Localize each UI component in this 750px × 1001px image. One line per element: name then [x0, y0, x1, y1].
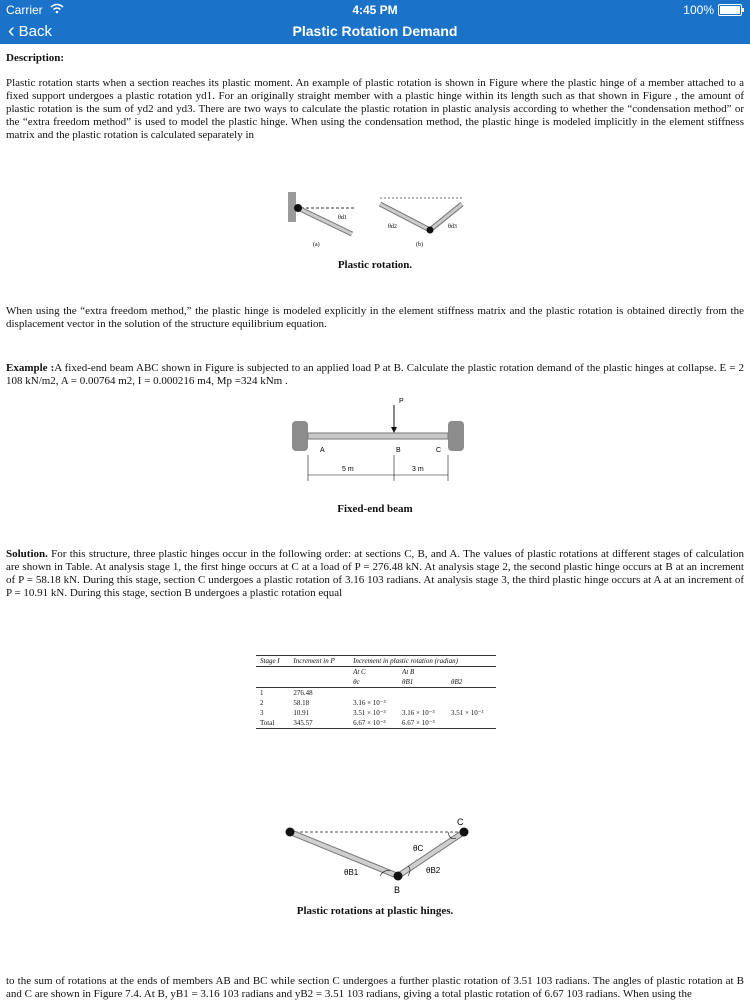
- example-text: A fixed-end beam ABC shown in Figure is subjected to an applied load P at B. Calculate the plastic rotation demand of the plastic hinges at collapse. E = 2 108 kN/m2, A = 0.00764 m2, I = 0.000216 m4, Mp =324 kNm .: [6, 362, 744, 387]
- plastic-rotation-table: [256, 655, 496, 729]
- table-cell: [447, 688, 496, 699]
- theta-b1-label: θB1: [344, 868, 359, 877]
- solution-paragraph: [6, 548, 744, 600]
- table-header-rotation: Increment in plastic rotation (radian): [353, 657, 458, 665]
- point-a-label: A: [320, 447, 325, 454]
- point-c-label: C: [436, 447, 442, 454]
- battery-percent: 100%: [683, 3, 714, 17]
- table-cell: [398, 698, 447, 708]
- continuation-paragraph: to the sum of rotations at the ends of members AB and BC while section C undergoes a further plastic rotation of 3.51 103 radians. The angles of plastic rotation at B and C are shown in Figure 7.4. At B, yB1 = 3.16 103 radians and yB2 = 3.51 103 radians, giving a total plastic rotation of 6.67 103 radians. When using the: [6, 975, 744, 1000]
- chevron-left-icon: ‹: [8, 20, 15, 42]
- table-header-stage: Stage I: [260, 657, 280, 665]
- right-support: [448, 421, 464, 451]
- solution-text: For this structure, three plastic hinges occur in the following order: at sections C, B, and A. The values of plastic rotations at different stages of calculation are shown in Table. At analysis stage 1, the first hinge occurs at C at a load of P = 276.48 kN. At analysis stage 2, the second plastic hinge occurs at B at an increment of P = 58.18 kN. During this stage, section C undergoes a plastic rotation of 3.16 103 radians. At analysis stage 3, the third plastic hinge occurs at A at an increment of P = 10.91 kN. During this stage, section B undergoes a plastic rotation equal: [6, 548, 744, 599]
- table-row: [256, 718, 496, 728]
- table-row: [256, 698, 496, 708]
- example-paragraph: [6, 362, 744, 388]
- table-header-increment: Increment in P: [293, 657, 335, 665]
- figure-1-caption: Plastic rotation.: [337, 259, 413, 271]
- point-c-label: C: [457, 817, 464, 827]
- table-cell: 276.48: [293, 689, 313, 697]
- figure-b-label: (b): [416, 242, 423, 248]
- figure-a-label: (a): [313, 242, 320, 248]
- fixed-end-beam-figure: [290, 395, 470, 485]
- hinge-a: [286, 828, 295, 837]
- table-row: [256, 688, 496, 699]
- table-cell: [447, 698, 496, 708]
- back-button[interactable]: [8, 22, 52, 40]
- plastic-rotation-figure: [280, 190, 470, 250]
- table-cell: 6.67 × 10⁻³: [402, 719, 435, 727]
- table-symbol-b1: θB1: [402, 678, 414, 686]
- beam-figure-caption: Fixed-end beam: [337, 503, 413, 515]
- theta-d1-label: θd1: [338, 215, 347, 221]
- description-paragraph-2: When using the “extra freedom method,” the plastic hinge is modeled explicitly in the element stiffness matrix and the plastic rotation is obtained directly from the displacement vector in the solution of the structure equilibrium equation.: [6, 305, 744, 330]
- point-b-label: B: [396, 447, 401, 454]
- table-cell: 3: [260, 709, 264, 717]
- table-cell: 58.18: [293, 699, 310, 707]
- table-cell: 1: [260, 689, 264, 697]
- plastic-hinges-figure: [280, 815, 480, 897]
- theta-b2-label: θB2: [426, 866, 441, 875]
- beam: [308, 433, 448, 439]
- table-cell: 6.67 × 10⁻³: [353, 719, 386, 727]
- table-cell: 3.16 × 10⁻³: [402, 709, 435, 717]
- theta-d3-label: θd3: [448, 224, 457, 230]
- span-2-label: 3 m: [412, 466, 424, 473]
- theta-c-label: θC: [413, 844, 424, 853]
- table-subheader-b: At B: [402, 668, 415, 676]
- description-section: [6, 48, 744, 142]
- table-subheader-c: At C: [353, 668, 366, 676]
- back-label: Back: [18, 22, 53, 40]
- table-symbol-b2: θB2: [451, 678, 463, 686]
- table-cell: [447, 718, 496, 728]
- table-cell: 3.16 × 10⁻³: [353, 699, 386, 707]
- hinge-b: [394, 872, 403, 881]
- status-bar: [0, 0, 750, 20]
- battery-indicator: [683, 3, 742, 17]
- table-cell: 345.57: [293, 719, 313, 727]
- page-title: Plastic Rotation Demand: [292, 23, 458, 39]
- battery-icon: [718, 4, 742, 16]
- hinge-c: [460, 828, 469, 837]
- load-label: P: [399, 398, 404, 405]
- point-b-label: B: [394, 885, 401, 895]
- table-cell: [398, 688, 447, 699]
- table-cell: 3.51 × 10⁻³: [451, 709, 484, 717]
- navigation-bar: [0, 20, 750, 44]
- table-row: [256, 708, 496, 718]
- table-cell: Total: [260, 719, 275, 727]
- table-cell: 10.91: [293, 709, 310, 717]
- description-paragraph-1: Plastic rotation starts when a section reaches its plastic moment. An example of plastic rotation is shown in Figure where the plastic hinge of a member attached to a fixed support undergoes a plastic rotation yd1. For an originally straight member with a plastic hinge within its length such as that shown in Figure , the amount of plastic rotation is the sum of yd2 and yd3. There are two ways to calculate the plastic rotation in plastic analysis according to whether the “condensation method” or the “extra freedom method” is used to model the plastic hinge. When using the condensation method, the plastic hinge is modeled implicitly in the element stiffness matrix and the plastic rotation is calculated separately in: [6, 77, 744, 141]
- table-cell: [349, 688, 398, 699]
- left-support: [292, 421, 308, 451]
- description-heading: Description:: [6, 52, 65, 64]
- span-1-label: 5 m: [342, 466, 354, 473]
- table-symbol-c: θc: [353, 678, 360, 686]
- theta-d2-label: θd2: [388, 224, 397, 230]
- hinges-figure-caption: Plastic rotations at plastic hinges.: [296, 905, 454, 917]
- table-cell: 3.51 × 10⁻³: [353, 709, 386, 717]
- carrier-label: Carrier: [6, 3, 43, 17]
- solution-label: Solution.: [6, 548, 48, 560]
- clock: 4:45 PM: [352, 3, 398, 17]
- table-cell: 2: [260, 699, 264, 707]
- example-label: Example :: [6, 362, 55, 374]
